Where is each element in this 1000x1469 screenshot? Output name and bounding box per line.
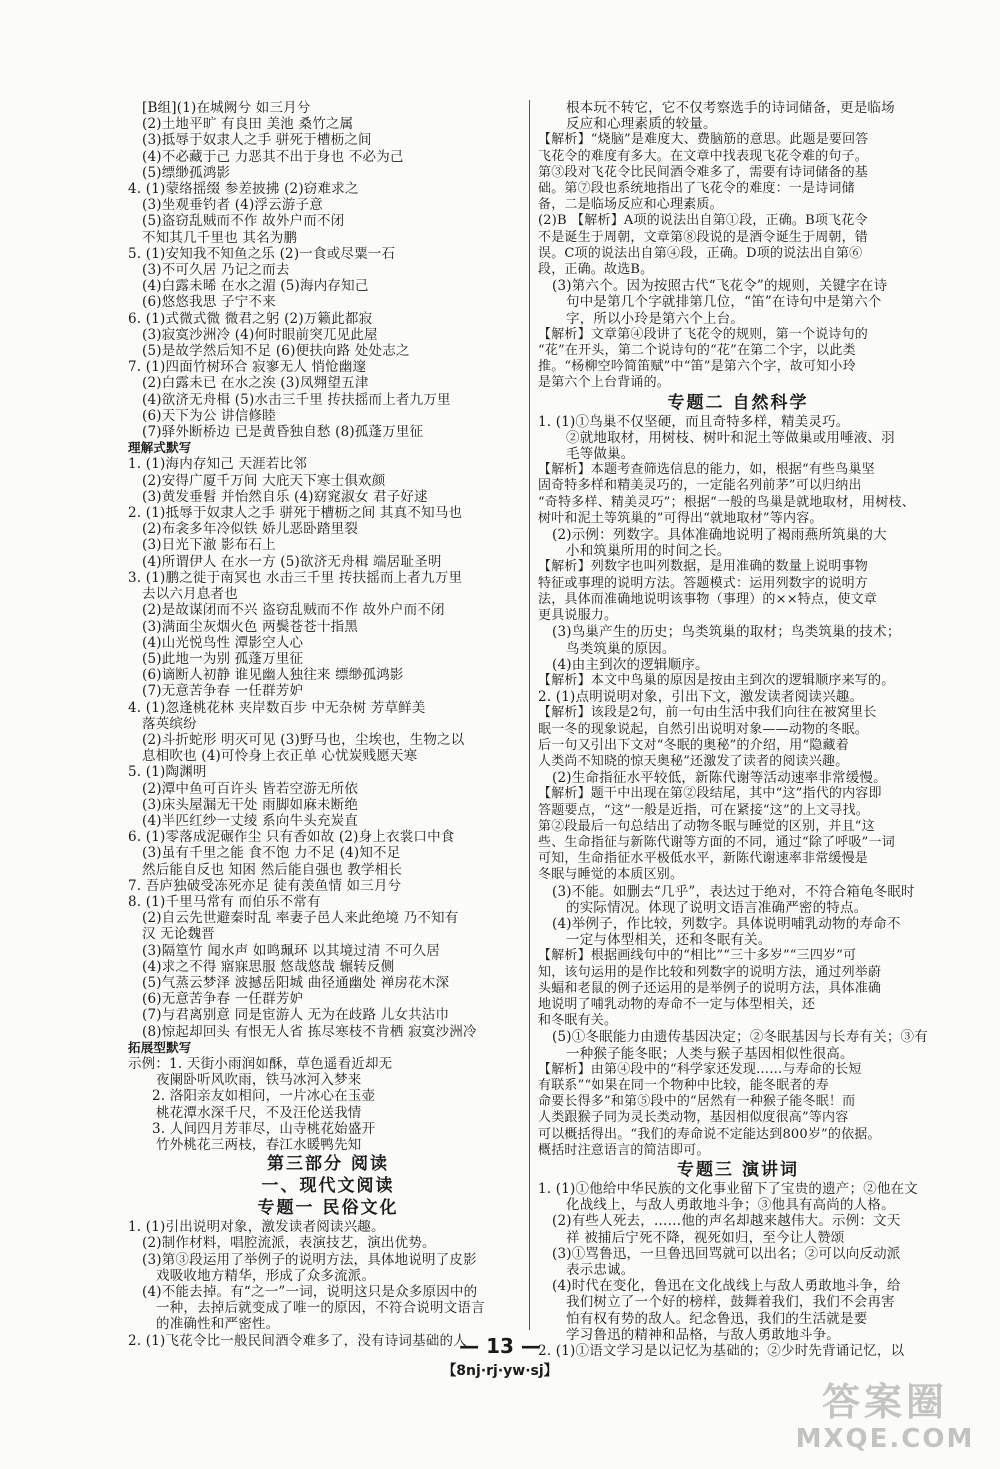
text-line: 不知其几千里也 其名为鹏 bbox=[142, 229, 298, 246]
text-line: (4)不必藏于己 力恶其不出于身也 不必为己 bbox=[142, 148, 404, 165]
text-line: (2)潭中鱼可百许头 皆若空游无所依 bbox=[142, 780, 359, 797]
subsection-heading: 拓展型默写 bbox=[128, 1039, 192, 1055]
text-line: 【解析】本文中鸟巢的原因是按由主到次的逻辑顺序来写的。 bbox=[538, 672, 895, 688]
text-line: 祥 被捕后宁死不降，视死如归，至今让人赞颂 bbox=[566, 1229, 845, 1246]
text-line: 有联系”“如果在同一个物种中比较，能冬眠者的寿 bbox=[538, 1077, 829, 1093]
text-line: 句中是第几个字就排第几位，“笛”在诗句中是第六个 bbox=[566, 294, 882, 311]
text-line: 我们树立了一个好的榜样，鼓舞着我们，我们不会再害 bbox=[566, 1294, 895, 1311]
book-code: 【8nj·rj·yw·sj】 bbox=[442, 1363, 558, 1379]
column-divider bbox=[529, 100, 530, 1330]
text-line: 飞花令的难度有多大。在文章中找表现飞花令难的句子。 bbox=[538, 148, 869, 164]
text-line: 去以六月息者也 bbox=[142, 586, 238, 603]
text-line: 是第六个上台背诵的。 bbox=[538, 375, 671, 391]
text-line: 【解析】“烧脑”是难度大、费脑筋的意思。此题是要回答 bbox=[538, 132, 869, 148]
text-line: 冬眠与睡觉的本质区别。 bbox=[538, 867, 684, 883]
text-line: 竹外桃花三两枝，春江水暖鸭先知 bbox=[156, 1137, 362, 1153]
text-line: (3)寂寞沙洲冷 (4)何时眼前突兀见此屋 bbox=[142, 326, 378, 343]
text-line: 特征或事理的说明方法。答题模式：运用列数字的说明方 bbox=[538, 575, 869, 591]
watermark-logo bbox=[790, 1380, 980, 1460]
text-line: (2)B 【解析】A项的说法出自第①段，正确。B项飞花令 bbox=[538, 213, 868, 229]
text-line: (2)有些人死去，……他的声名却越来越伟大。示例：文天 bbox=[552, 1213, 901, 1230]
text-line: ②就地取材，用树枝、树叶和泥土等做巢或用唾液、羽 bbox=[566, 429, 895, 446]
text-line: 的实际情况。体现了说明文语言准确严密的特点。 bbox=[566, 899, 868, 916]
text-line: 夜阑卧听风吹雨，铁马冰河入梦来 bbox=[156, 1072, 362, 1089]
text-line: 根本玩不转它，它不仅考察选手的诗词储备，更是临场 bbox=[566, 100, 895, 116]
text-line: (4)所谓伊人 在水一方 (5)欲济无舟楫 端居耻圣明 bbox=[142, 553, 442, 570]
text-line: 毛等做巢。 bbox=[566, 446, 635, 463]
text-line: 1. (1)海内存知己 天涯若比邻 bbox=[128, 456, 307, 473]
text-line: 头蝠和老鼠的例子还运用的是举例子的说明方法，具体准确 bbox=[538, 980, 882, 996]
text-line: 不是诞生于周朝，文章第⑧段说的是酒令诞生于周朝，错 bbox=[538, 229, 869, 245]
text-line: 1. (1)引出说明对象，激发读者阅读兴趣。 bbox=[128, 1219, 385, 1236]
text-line: (8)惊起却回头 有恨无人省 拣尽寒枝不肯栖 寂寞沙洲冷 bbox=[142, 1023, 477, 1040]
text-line: 段，正确。故选B。 bbox=[538, 262, 654, 278]
text-line: 法，具体而准确地说明该事物（事理）的××特点，使文章 bbox=[538, 591, 877, 607]
text-line: (3)抵辱于奴隶人之手 骈死于槽枥之间 bbox=[142, 132, 372, 149]
text-line: (7)无意苦争春 一任群芳妒 bbox=[142, 683, 304, 700]
text-line: 6. (1)式微式微 微君之躬 (2)万籁此都寂 bbox=[128, 310, 373, 327]
watermark-text-cn: 答案圈 bbox=[821, 1380, 948, 1424]
text-line: (3)日光下澈 影布石上 bbox=[142, 537, 276, 554]
subsection-heading: 理解式默写 bbox=[128, 440, 192, 456]
text-line: 树叶和泥土等筑巢的”可得出“就地取材”等内容。 bbox=[538, 510, 823, 526]
text-line: (7)与君离别意 同是宦游人 无为在歧路 儿女共沾巾 bbox=[142, 1007, 450, 1024]
text-line: (4)欲济无舟楫 (5)水击三千里 抟扶摇而上者九万里 bbox=[142, 391, 451, 408]
text-line: 的准确性和严密性。 bbox=[156, 1316, 280, 1333]
text-line: (4)时代在变化，鲁迅在文化战线上与敌人勇敢地斗争，给 bbox=[552, 1278, 901, 1295]
text-line: 2. 洛阳亲友如相问，一片冰心在玉壶 bbox=[152, 1088, 376, 1105]
text-line: 落英缤纷 bbox=[142, 715, 197, 732]
text-line: 人类尚不知晓的惊天奥秘”还激发了读者的阅读兴趣。 bbox=[538, 753, 849, 769]
text-line: 概括时注意语言的简洁即可。 bbox=[538, 1142, 710, 1158]
text-line: 字，所以小玲是第六个上台。 bbox=[566, 310, 745, 327]
text-line: 推。“杨柳空吟简笛赋”中“笛”是第六个字，故可知小玲 bbox=[538, 359, 856, 375]
text-line: 一定与体型相关，还和冬眠有关。 bbox=[566, 932, 772, 949]
text-line: 命要长得多”和第⑤段中的“居然有一种猴子能冬眠！而 bbox=[538, 1094, 856, 1110]
text-line: 误。C项的说法出自第④段，正确。D项的说法出自第⑥ bbox=[538, 245, 863, 261]
text-line: (5)气蒸云梦泽 波撼岳阳城 曲径通幽处 禅房花木深 bbox=[142, 974, 450, 991]
section-heading: 专题一 民俗文化 bbox=[257, 1198, 399, 1219]
text-line: (3)坐观垂钓者 (4)浮云游子意 bbox=[142, 197, 323, 214]
watermark-text-en: MXQE.COM bbox=[795, 1424, 975, 1454]
text-line: (6)天下为公 讲信修睦 bbox=[142, 407, 276, 424]
text-line: 一种，去掉后就变成了唯一的原因，不符合说明文语言 bbox=[156, 1300, 485, 1317]
text-line: (3)不能。如删去“几乎”，表达过于绝对，不符合箱龟冬眠时 bbox=[552, 883, 915, 900]
text-line: 戏吸收地方精华，形成了众多流派。 bbox=[156, 1267, 376, 1284]
text-line: 3. (1)鹏之徙于南冥也 水击三千里 抟扶摇而上者九万里 bbox=[128, 569, 463, 586]
text-line: (2)土地平旷 有良田 美池 桑竹之属 bbox=[142, 116, 354, 133]
text-line: (2)生命指征水平较低，新陈代谢等活动速率非常缓慢。 bbox=[552, 770, 887, 787]
text-line: 2. (1)抵辱于奴隶人之手 骈死于槽枥之间 其真不知马也 bbox=[128, 505, 463, 522]
text-line: (2)安得广厦千万间 大庇天下寒士俱欢颜 bbox=[142, 472, 386, 489]
section-heading: 第三部分 阅读 bbox=[267, 1154, 389, 1175]
text-line: (2)布衾多年冷似铁 娇儿恶卧踏里裂 bbox=[142, 521, 359, 538]
text-line: (3)①骂鲁迅，一旦鲁迅回骂就可以出名；②可以向反动派 bbox=[552, 1245, 901, 1262]
text-line: (7)驿外断桥边 已是黄昏独自愁 (8)孤蓬万里征 bbox=[142, 424, 424, 441]
text-line: 5. (1)安知我不知鱼之乐 (2)一食或尽粟一石 bbox=[128, 245, 396, 262]
text-line: 答题要点，“这”一般是近指，可在紧接“这”的上文寻找。 bbox=[538, 802, 869, 818]
section-heading: 一、现代文阅读 bbox=[261, 1176, 395, 1197]
text-line: “花”在开头，第二个说诗句的“花”在第二个字，以此类 bbox=[538, 343, 856, 359]
text-line: 反应和心理素质的较量。 bbox=[566, 116, 717, 133]
text-line: 一种猴子能冬眠；人类与猴子基因相似性很高。 bbox=[566, 1045, 854, 1062]
text-line: (5)是故学然后知不足 (6)便扶向路 处处志之 bbox=[142, 343, 410, 360]
text-line: [B组](1)在城阙兮 如三月兮 bbox=[142, 100, 311, 116]
text-line: (3)第③段运用了举例子的说明方法，具体地说明了皮影 bbox=[142, 1251, 477, 1268]
text-line: (3)虽有千里之能 食不饱 力不足 (4)知不足 bbox=[142, 845, 401, 862]
text-line: 6. (1)零落成泥碾作尘 只有香如故 (2)身上衣裳口中食 bbox=[128, 829, 455, 846]
text-line: (2)斗折蛇形 明灭可见 (3)野马也，尘埃也，生物之以 bbox=[142, 731, 465, 748]
text-line: 础。第⑦段也系统地指出了飞花令的难度：一是诗词储 bbox=[538, 181, 855, 197]
text-line: 8. (1)千里马常有 而伯乐不常有 bbox=[128, 893, 321, 910]
text-line: 【解析】本题考查筛选信息的能力，如，根据“有些鸟巢坚 bbox=[538, 462, 875, 478]
text-line: 学习鲁迅的精神和品格，与敌人勇敢地斗争。 bbox=[566, 1326, 840, 1343]
text-line: (3)不可久居 乃记之而去 bbox=[142, 262, 290, 279]
text-line: 桃花潭水深千尺，不及汪伦送我情 bbox=[156, 1104, 362, 1121]
text-line: 些、生命指征与新陈代谢等方面的不同，通过“除了呼吸”一词 bbox=[538, 834, 895, 850]
text-line: (4)白露未晞 在水之湄 (5)海内存知己 bbox=[142, 278, 369, 295]
text-line: 3. 人间四月芳菲尽，山寺桃花始盛开 bbox=[152, 1120, 376, 1137]
text-line: 息相吹也 (4)可怜身上衣正单 心忧炭贱愿天寒 bbox=[142, 748, 418, 765]
text-line: 和冬眠有关。 bbox=[538, 1013, 618, 1029]
text-line: 【解析】根据画线句中的“相比”“三十多岁”“三四岁”可 bbox=[538, 948, 857, 964]
right-column bbox=[538, 100, 938, 1359]
text-line: 2. (1)点明说明对象，引出下文，激发读者阅读兴趣。 bbox=[538, 689, 864, 706]
text-line: (3)隔篁竹 闻水声 如鸣珮环 以其境过清 不可久居 bbox=[142, 942, 440, 959]
text-line: 固奇特多样和精美灵巧的，一定能名列前茅”可以归纳出 bbox=[538, 478, 862, 494]
text-line: 小和筑巢所用的时间之长。 bbox=[566, 543, 731, 560]
text-line: 【解析】题干中出现在第②段结尾，其中“这”指代的内容即 bbox=[538, 786, 882, 802]
text-line: 4. (1)蒙络摇缀 参差披拂 (2)窃难求之 bbox=[128, 181, 359, 198]
text-line: 怕有权有势的敌人。纪念鲁迅，我们的生活就是要 bbox=[566, 1310, 868, 1327]
text-line: 2. (1)飞花令比一般民间酒令难多了，没有诗词基础的人 bbox=[128, 1332, 467, 1349]
text-line: 表示忠诚。 bbox=[566, 1262, 635, 1279]
text-line: (5)①冬眠能力由遗传基因决定；②冬眠基因与长寿有关；③有 bbox=[552, 1029, 928, 1046]
text-line: 示例：1. 天街小雨润如酥，草色遥看近却无 bbox=[128, 1055, 393, 1072]
text-line: (2)白露未已 在水之涘 (3)凤翙望五津 bbox=[142, 375, 369, 392]
text-line: (2)自云先世避秦时乱 率妻子邑人来此绝境 乃不知有 bbox=[142, 910, 459, 927]
text-line: (4)求之不得 寤寐思服 悠哉悠哉 辗转反侧 bbox=[142, 958, 395, 975]
text-line: 可知，生命指征水平极低水平，新陈代谢速率非常缓慢是 bbox=[538, 851, 869, 867]
text-line: (4)山光悦鸟性 潭影空人心 bbox=[142, 634, 304, 651]
text-line: (2)是故谋闭而不兴 盗窃乱贼而不作 故外户而不闭 bbox=[142, 602, 445, 619]
text-line: 备，二是临场反应和心理素质。 bbox=[538, 197, 723, 213]
text-line: 人类跟猴子同为灵长类动物，基因相似度很高”等内容 bbox=[538, 1110, 849, 1126]
text-line: 后一句又引出下文对“冬眠的奥秘”的介绍，用“隐藏着 bbox=[538, 737, 849, 753]
text-line: (6)谪断人初静 谁见幽人独往来 缥缈孤鸿影 bbox=[142, 667, 404, 684]
text-line: 可以概括得出。“我们的寿命说不定能达到800岁”的依据。 bbox=[538, 1126, 881, 1142]
text-line: (6)悠悠我思 子宁不来 bbox=[142, 294, 276, 311]
text-line: 地说明了哺乳动物的寿命不一定与体型相关，还 bbox=[538, 996, 816, 1012]
text-line: (4)不能去掉。有“之一”一词，说明这只是众多原因中的 bbox=[142, 1284, 478, 1301]
text-line: (4)半匹红纱一丈绫 系向牛头充炭直 bbox=[142, 812, 359, 829]
text-line: 【解析】文章第④段讲了飞花令的规则，第一个说诗句的 bbox=[538, 326, 869, 342]
text-line: 更具说服力。 bbox=[538, 608, 618, 624]
text-line: 【解析】该段是2句，前一句由生活中我们向往在被窝里长 bbox=[538, 705, 877, 721]
text-line: (3)满面尘灰烟火色 两鬓苍苍十指黑 bbox=[142, 618, 359, 635]
text-line: 第③段对飞花令比民间酒令难多了，需要有诗词储备的基 bbox=[538, 164, 869, 180]
text-line: 汉 无论魏晋 bbox=[142, 926, 215, 943]
text-line: 知，该句运用的是作比较和列数字的说明方法，通过列举蔚 bbox=[538, 964, 882, 980]
text-line: (3)床头屋漏无干处 雨脚如麻未断绝 bbox=[142, 796, 359, 813]
text-line: (3)第六个。因为按照古代“飞花令”的规则，关键字在诗 bbox=[552, 278, 888, 295]
text-line: 第②段最后一句总结出了动物冬眠与睡觉的区别，并且“这 bbox=[538, 818, 875, 834]
text-line: 【解析】列数字也叫列数据，是用准确的数量上说明事物 bbox=[538, 559, 869, 575]
text-line: 眠一冬的现象说起，自然引出说明对象——动物的冬眠。 bbox=[538, 721, 869, 737]
text-line: 化战线上，与敌人勇敢地斗争；③他具有高尚的人格。 bbox=[566, 1197, 895, 1214]
text-line: (5)盗窃乱贼而不作 故外户而不闭 bbox=[142, 213, 345, 230]
text-line: 1. (1)①他给中华民族的文化事业留下了宝贵的遗产；②他在文 bbox=[538, 1181, 918, 1197]
text-line: (4)举例子，作比较，列数字。具体说明哺乳动物的寿命不 bbox=[552, 915, 901, 932]
text-line: 5. (1)陶渊明 bbox=[128, 764, 207, 781]
text-line: 2. (1)①语文学习是以记忆为基础的；②少时先背诵记忆，以 bbox=[538, 1343, 905, 1360]
text-line: 1. (1)①鸟巢不仅坚硬，而且奇特多样，精美灵巧。 bbox=[538, 413, 850, 430]
text-line: 【解析】由第④段中的“科学家还发现……与寿命的长短 bbox=[538, 1061, 862, 1077]
text-line: 7. 吾庐独破受冻死亦足 徒有羡鱼情 如三月兮 bbox=[128, 877, 402, 894]
text-line: (3)鸟巢产生的历史；鸟类筑巢的取材；鸟类筑巢的技术； bbox=[552, 624, 901, 641]
text-line: “奇特多样、精美灵巧”；根据“一般的鸟巢是就地取材，用树枝、 bbox=[538, 494, 915, 510]
text-line: (2)示例：列数字。具体准确地说明了褐雨燕所筑巢的大 bbox=[552, 527, 887, 544]
text-line: (2)制作材料，唱腔流派，表演技艺，演出优势。 bbox=[142, 1235, 436, 1252]
section-heading: 专题二 自然科学 bbox=[667, 392, 809, 413]
page-number: — 13 — bbox=[459, 1334, 541, 1358]
left-column bbox=[128, 100, 528, 1349]
text-line: (4)由主到次的逻辑顺序。 bbox=[552, 656, 709, 673]
text-line: 4. (1)忽逢桃花林 夹岸数百步 中无杂树 芳草鲜美 bbox=[128, 699, 426, 716]
text-line: (3)黄发垂髫 并怡然自乐 (4)窈窕淑女 君子好逑 bbox=[142, 488, 428, 505]
text-line: (5)缥缈孤鸿影 bbox=[142, 164, 231, 181]
text-line: 然后能自反也 知困 然后能自强也 教学相长 bbox=[142, 861, 403, 878]
text-line: (6)无意苦争春 一任群芳妒 bbox=[142, 991, 304, 1008]
section-heading: 专题三 演讲词 bbox=[677, 1160, 799, 1180]
text-line: (5)此地一为别 孤蓬万里征 bbox=[142, 650, 304, 667]
text-line: 7. (1)四面竹树环合 寂寥无人 悄怆幽邃 bbox=[128, 359, 367, 376]
text-line: 鸟类筑巢的原因。 bbox=[566, 640, 676, 657]
